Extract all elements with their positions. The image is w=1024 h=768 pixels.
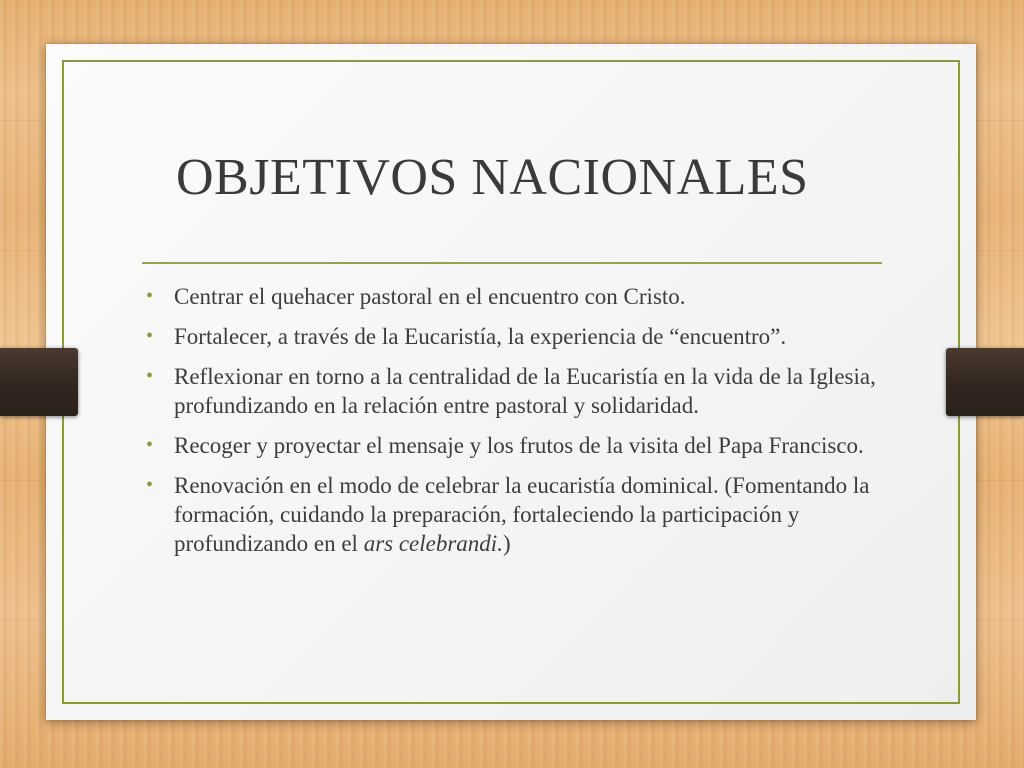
bullet-list	[146, 282, 936, 569]
bullet-icon: •	[146, 325, 154, 347]
left-binder-clip	[0, 348, 78, 416]
bullet-text-italic: ars celebrandi.	[363, 531, 503, 556]
bullet-text: Reflexionar en torno a la centralidad de la Eucaristía en la vida de la Iglesia, profundizando en la relación entre pastoral y solidaridad.	[174, 364, 876, 418]
bullet-icon: •	[146, 285, 154, 307]
list-item	[146, 282, 936, 311]
slide-title: OBJETIVOS NACIONALES	[176, 149, 809, 206]
list-item	[146, 431, 936, 460]
list-item	[146, 362, 936, 420]
bullet-text: Centrar el quehacer pastoral en el encuentro con Cristo.	[174, 284, 686, 309]
bullet-icon: •	[146, 365, 154, 387]
list-item	[146, 322, 936, 351]
bullet-icon: •	[146, 434, 154, 456]
bullet-text: Recoger y proyectar el mensaje y los frutos de la visita del Papa Francisco.	[174, 433, 864, 458]
right-binder-clip	[946, 348, 1024, 416]
list-item	[146, 471, 936, 558]
bullet-text: Fortalecer, a través de la Eucaristía, la experiencia de “encuentro”.	[174, 324, 787, 349]
bullet-text-main: Renovación en el modo de celebrar la eucaristía dominical. (Fomentando la formación, cuidando la preparación, fortaleciendo la participación y profundizando en el	[174, 473, 870, 556]
bullet-text-closing: )	[502, 531, 511, 556]
bullet-icon: •	[146, 474, 154, 496]
title-underline	[142, 262, 882, 264]
bullet-text	[174, 473, 870, 556]
